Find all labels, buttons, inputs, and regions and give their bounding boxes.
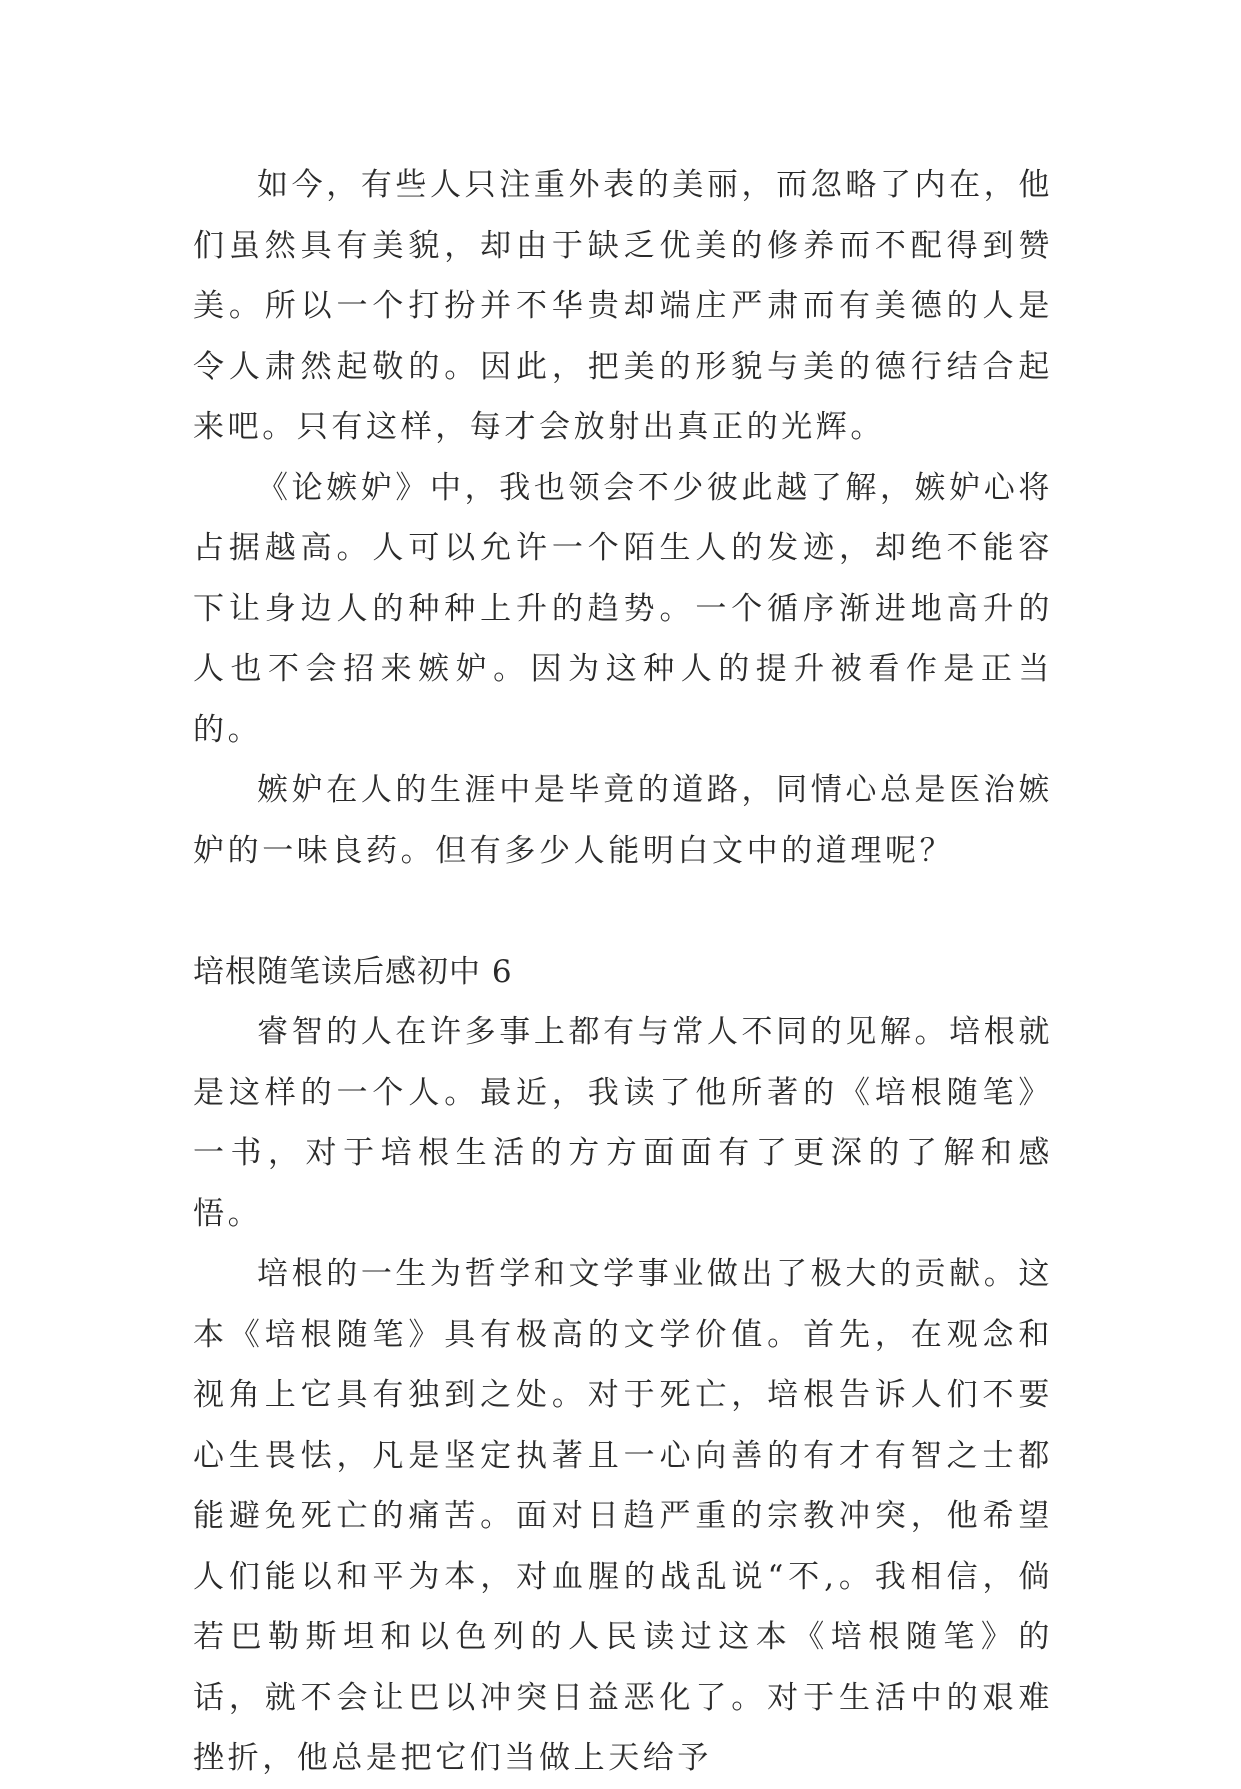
paragraph-envy: 《论嫉妒》中，我也领会不少彼此越了解，嫉妒心将占据越高。人可以允许一个陌生人的发迹，却绝不能容下让身边人的种种上升的趋势。一个循序渐进地高升的人也不会招来嫉妒。因为这种人的提升被看作是正当的。 [193,469,1053,748]
paragraph-contribution: 培根的一生为哲学和文学事业做出了极大的贡献。这本《培根随笔》具有极高的文学价值。首先，在观念和视角上它具有独到之处。对于死亡，培根告诉人们不要心生畏怯，凡是坚定执著且一心向善的有才有智之士都能避免死亡的痛苦。面对日趋严重的宗教冲突，他希望人们能以和平为本，对血腥的战乱说“不,。我相信，倘若巴勒斯坦和以色列的人民读过这本《培根随笔》的话，就不会让巴以冲突日益恶化了。对于生活中的艰难挫折，他总是把它们当做上天给予 [193,1256,1053,1776]
paragraph-intro: 睿智的人在许多事上都有与常人不同的见解。培根就是这样的一个人。最近，我读了他所著的《培根随笔》一书，对于培根生活的方方面面有了更深的了解和感悟。 [193,1014,1053,1232]
document-body [193,155,1053,1789]
paragraph-envy-remedy: 嫉妒在人的生涯中是毕竟的道路，同情心总是医治嫉妒的一味良药。但有多少人能明白文中的道理呢？ [193,772,1053,869]
section-heading: 培根随笔读后感初中 6 [193,953,513,990]
paragraph-beauty: 如今，有些人只注重外表的美丽，而忽略了内在，他们虽然具有美貌，却由于缺乏优美的修养而不配得到赞美。所以一个打扮并不华贵却端庄严肃而有美德的人是令人肃然起敬的。因此，把美的形貌与美的德行结合起来吧。只有这样，每才会放射出真正的光辉。 [193,167,1053,445]
section-spacer [193,881,1053,942]
